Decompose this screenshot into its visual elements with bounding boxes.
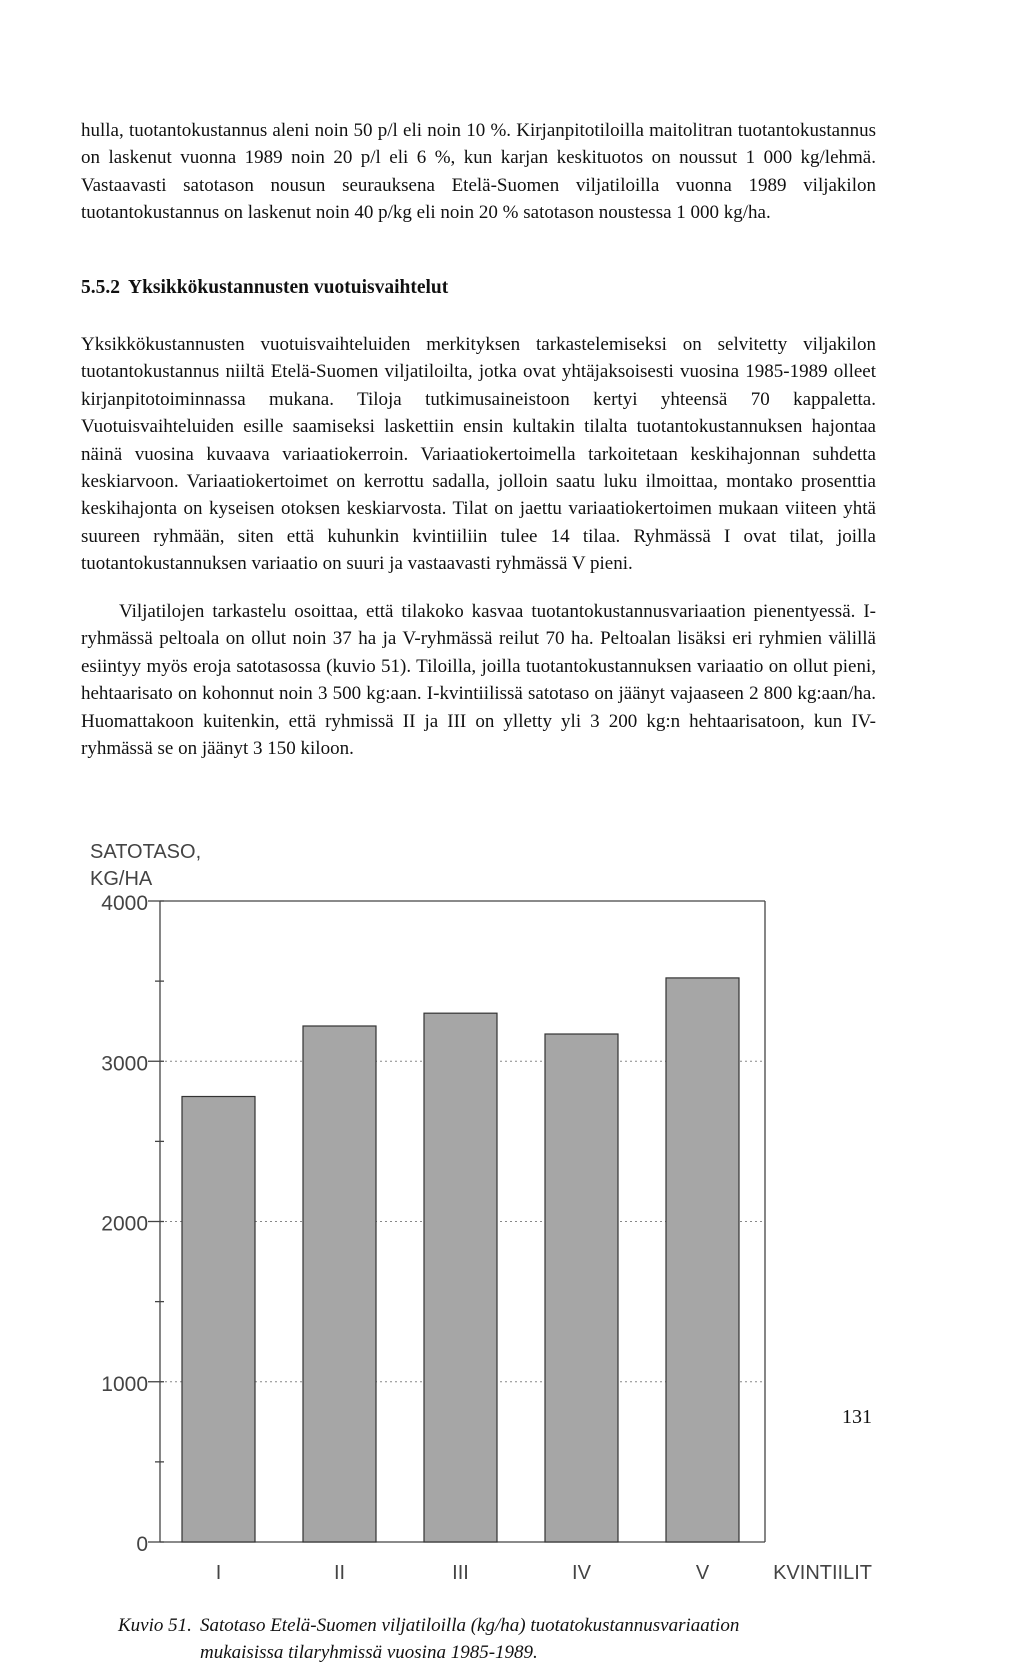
y-tick-label: 0 (136, 1533, 148, 1556)
bar-IV (545, 1034, 618, 1542)
section-title: Yksikkökustannusten vuotuisvaihtelut (128, 277, 449, 298)
caption-label: Kuvio 51. (118, 1615, 192, 1636)
x-axis-title: KVINTIILIT (773, 1562, 872, 1584)
figure-caption (118, 1612, 878, 1666)
y-tick-label: 4000 (101, 892, 148, 915)
bar-II (303, 1026, 376, 1542)
section-number: 5.5.2 (81, 277, 120, 298)
x-tick-label: IV (572, 1562, 591, 1584)
y-axis-title: KG/HA (90, 868, 153, 890)
page-number: 131 (842, 1406, 872, 1428)
bar-III (424, 1013, 497, 1542)
x-tick-label: V (695, 1562, 710, 1584)
caption-line-2: mukaisissa tilaryhmissä vuosina 1985-1989. (200, 1642, 538, 1663)
y-tick-label: 3000 (101, 1052, 148, 1076)
y-tick-label: 2000 (101, 1212, 148, 1236)
y-axis-title: SATOTASO, (90, 841, 202, 863)
x-tick-label: I (215, 1562, 222, 1584)
x-tick-label: II (333, 1562, 346, 1584)
bar-chart (0, 820, 1024, 1590)
intro-paragraph: hulla, tuotantokustannus aleni noin 50 p/l eli noin 10 %. Kirjanpitotiloilla maitolitran tuotantokustannus on laskenut vuonna 1989 noin 20 p/l eli 6 %, kun karjan keskituotos on noussut 1 000 kg/lehmä. Vastaavasti satotason nousun seurauksena Etelä-Suomen viljatiloilla vuonna 1989 viljakilon tuotantokustannus on laskenut noin 40 p/kg eli noin 20 % satotason noustessa 1 000 kg/ha. (81, 120, 876, 224)
body-paragraph-1: Yksikkökustannusten vuotuisvaihteluiden merkityksen tarkastelemiseksi on selvitetty viljakilon tuotantokustannus niiltä Etelä-Suomen viljatiloilta, jotka ovat yhtäjaksoisesti vuosina 1985-1989 olleet kirjanpitotoiminnassa mukana. Tiloja tutkimusaineistoon kertyi yhteensä 70 kappaletta. Vuotuisvaihteluiden esille saamiseksi laskettiin ensin kultakin tilalta tuotantokustannuksen hajontaa näinä vuosina kuvaava variaatiokerroin. Variaatiokertoimella tarkoitetaan keskihajonnan suhdetta keskiarvoon. Variaatiokertoimet on kerrottu sadalla, jolloin saatu luku ilmoittaa, montako prosenttia keskihajonta on kyseisen otoksen keskiarvosta. Tilat on jaettu variaatiokertoimen mukaan viiteen yhtä suureen ryhmään, siten että kuhunkin kvintiiliin tulee 14 tilaa. Ryhmässä I ovat tilat, joilla tuotantokustannuksen variaatio on suuri ja vastaavasti ryhmässä V pieni. (81, 334, 876, 575)
bar-I (182, 1097, 255, 1542)
caption-line-1: Satotaso Etelä-Suomen viljatiloilla (kg/ha) tuotatokustannusvariaation (200, 1615, 740, 1636)
section-heading (81, 277, 448, 299)
body-paragraph-2: Viljatilojen tarkastelu osoittaa, että tilakoko kasvaa tuotantokustannusvariaation pienentyessä. I-ryhmässä peltoala on ollut noin 37 ha ja V-ryhmässä reilut 70 ha. Peltoalan lisäksi eri ryhmien välillä esiintyy myös eroja satotasossa (kuvio 51). Tiloilla, joilla tuotantokustannuksen variaatio on ollut pieni, hehtaarisato on kohonnut noin 3 500 kg:aan. I-kvintiilissä satotaso on jäänyt vajaaseen 2 800 kg:aan/ha. Huomattakoon kuitenkin, että ryhmissä II ja III on ylletty yli 3 200 kg:n hehtaarisatoon, kun IV-ryhmässä se on jäänyt 3 150 kiloon. (81, 601, 876, 760)
y-tick-label: 1000 (101, 1372, 148, 1396)
bar-V (666, 978, 739, 1542)
x-tick-label: III (452, 1562, 469, 1584)
